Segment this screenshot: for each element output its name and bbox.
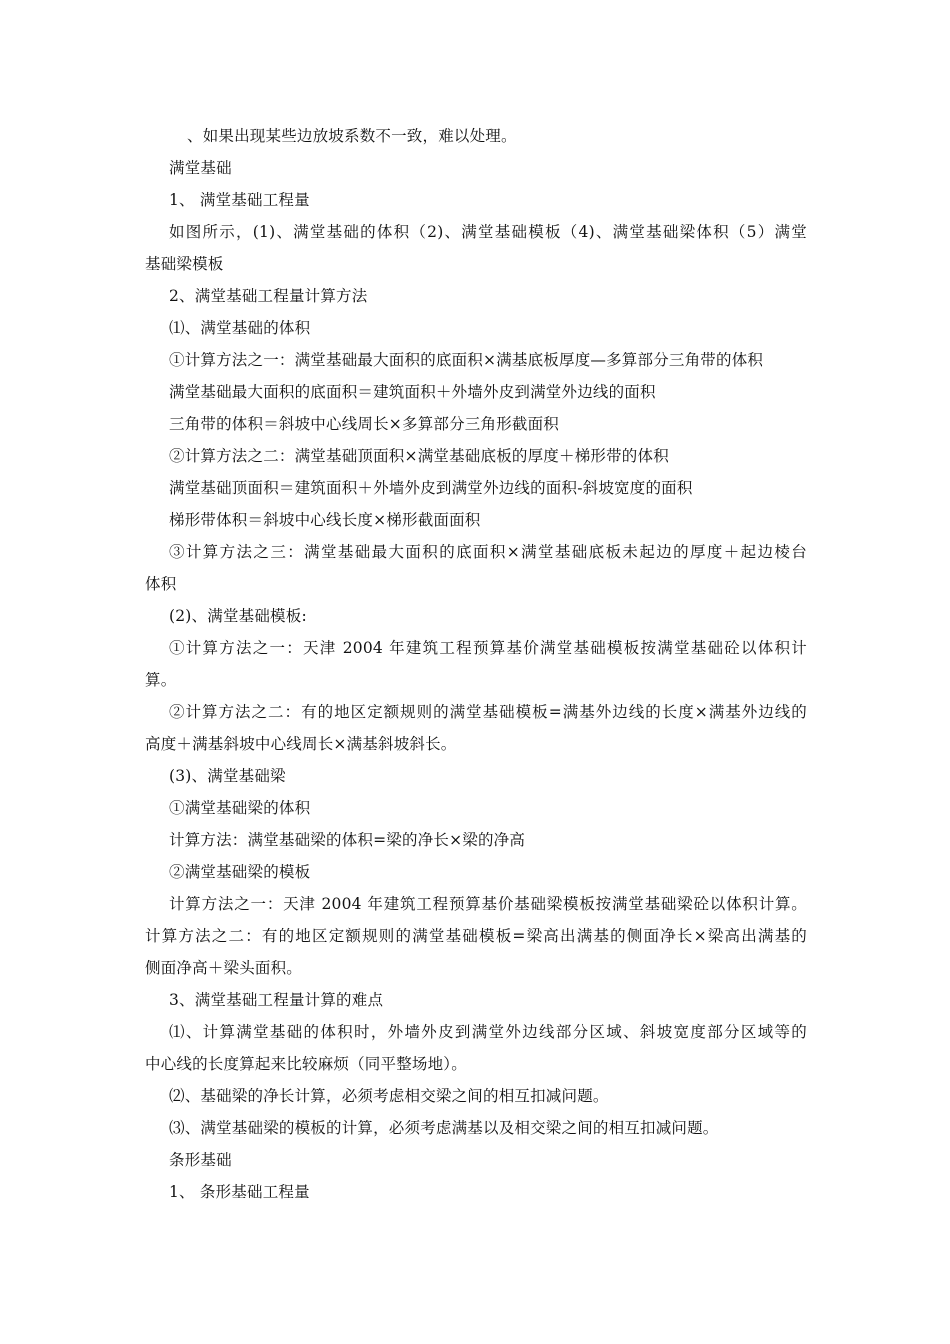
text-line: ⑴、计算满堂基础的体积时，外墙外皮到满堂外边线部分区域、斜坡宽度部分区域等的 — [169, 1023, 807, 1041]
text-line: 、如果出现某些边放坡系数不一致，难以处理。 — [187, 127, 517, 145]
text-line: 梯形带体积＝斜坡中心线长度×梯形截面面积 — [169, 511, 481, 529]
text-line: 体积 — [145, 575, 177, 593]
text-line: ②计算方法之二：有的地区定额规则的满堂基础模板=满基外边线的长度×满基外边线的 — [169, 703, 807, 721]
text-line: ⑶、满堂基础梁的模板的计算，必须考虑满基以及相交梁之间的相互扣减问题。 — [169, 1119, 719, 1137]
text-line: 三角带的体积＝斜坡中心线周长×多算部分三角形截面积 — [169, 415, 559, 433]
text-line: 中心线的长度算起来比较麻烦（同平整场地）。 — [145, 1055, 467, 1073]
text-line: 计算方法之一：天津 2004 年建筑工程预算基价基础梁模板按满堂基础梁砼以体积计算。 — [169, 895, 807, 913]
text-line: ②满堂基础梁的模板 — [169, 863, 311, 881]
subsection-heading: 1、 条形基础工程量 — [169, 1183, 310, 1201]
section-heading: 满堂基础 — [169, 159, 232, 177]
text-line: (3)、满堂基础梁 — [169, 767, 286, 785]
text-line: ②计算方法之二：满堂基础顶面积×满堂基础底板的厚度＋梯形带的体积 — [169, 447, 669, 465]
section-heading: 条形基础 — [169, 1151, 232, 1169]
text-line: ③计算方法之三：满堂基础最大面积的底面积×满堂基础底板未起边的厚度＋起边棱台 — [169, 543, 807, 561]
text-line: 侧面净高＋梁头面积。 — [145, 959, 303, 977]
text-line: 算。 — [145, 671, 177, 689]
text-line: (2)、满堂基础模板: — [169, 607, 307, 625]
text-line: 如图所示，(1)、满堂基础的体积（2)、满堂基础模板（4)、满堂基础梁体积（5）满堂 — [169, 223, 807, 241]
text-line: ⑵、基础梁的净长计算，必须考虑相交梁之间的相互扣减问题。 — [169, 1087, 609, 1105]
text-line: ①满堂基础梁的体积 — [169, 799, 311, 817]
text-line: 基础梁模板 — [145, 255, 224, 273]
subsection-heading: 3、满堂基础工程量计算的难点 — [169, 991, 384, 1009]
text-line: 高度＋满基斜坡中心线周长×满基斜坡斜长。 — [145, 735, 457, 753]
subsection-heading: 2、满堂基础工程量计算方法 — [169, 287, 368, 305]
text-line: 计算方法之二：有的地区定额规则的满堂基础模板=梁高出满基的侧面净长×梁高出满基的 — [145, 927, 807, 945]
text-line: 计算方法：满堂基础梁的体积=梁的净长×梁的净高 — [169, 831, 526, 849]
subsection-heading: 1、 满堂基础工程量 — [169, 191, 310, 209]
text-line: 满堂基础最大面积的底面积＝建筑面积＋外墙外皮到满堂外边线的面积 — [169, 383, 656, 401]
text-line: 满堂基础顶面积＝建筑面积＋外墙外皮到满堂外边线的面积-斜坡宽度的面积 — [169, 479, 693, 497]
text-line: ①计算方法之一：天津 2004 年建筑工程预算基价满堂基础模板按满堂基础砼以体积计 — [169, 639, 807, 657]
text-line: ①计算方法之一：满堂基础最大面积的底面积×满基底板厚度—多算部分三角带的体积 — [169, 351, 764, 369]
text-line: ⑴、满堂基础的体积 — [169, 319, 311, 337]
